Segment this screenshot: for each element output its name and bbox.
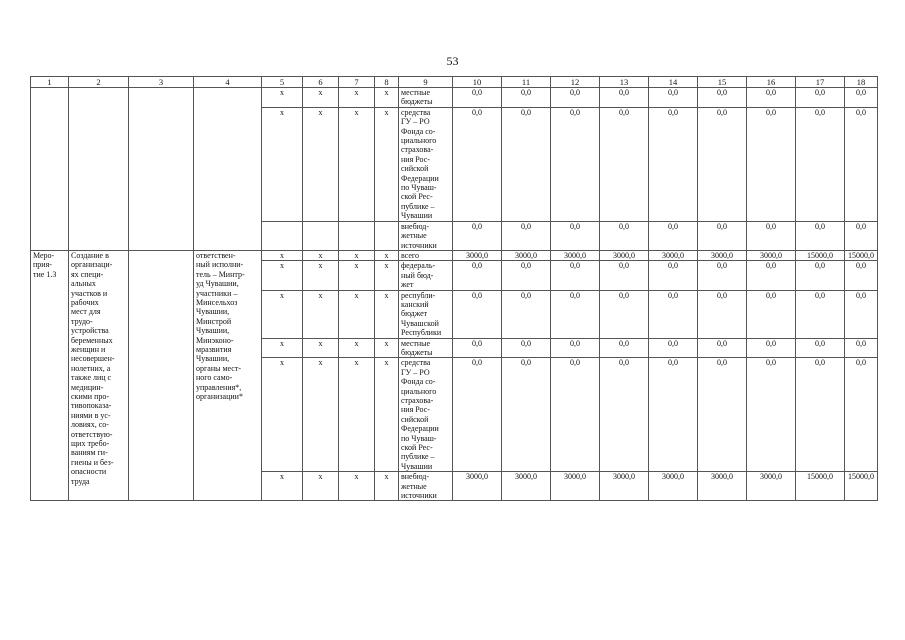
fund-mark: x [339,88,375,108]
fund-mark: x [375,472,399,501]
col-header: 7 [339,77,375,88]
fund-mark [303,221,339,250]
year-value: 0,0 [502,290,551,338]
col-header: 4 [194,77,262,88]
year-value: 0,0 [796,261,845,290]
year-value: 0,0 [551,221,600,250]
year-value: 0,0 [649,290,698,338]
fund-mark: x [375,250,399,260]
year-value: 0,0 [845,290,878,338]
year-value: 0,0 [698,290,747,338]
year-value: 0,0 [551,88,600,108]
fund-mark [339,221,375,250]
year-value: 0,0 [845,358,878,472]
year-value: 0,0 [698,358,747,472]
year-value: 0,0 [698,261,747,290]
year-value: 15000,0 [796,250,845,260]
fund-mark: x [262,261,303,290]
funding-source: республи- канский бюджет Чувашской Республики [399,290,453,338]
fund-mark: x [339,261,375,290]
year-value: 0,0 [502,88,551,108]
year-value: 3000,0 [698,472,747,501]
year-value: 0,0 [845,221,878,250]
fund-mark: x [375,338,399,358]
year-value: 0,0 [649,261,698,290]
continued-col-1 [31,88,69,251]
fund-mark: x [339,107,375,221]
year-value: 0,0 [649,221,698,250]
year-value: 3000,0 [747,250,796,260]
budget-table [30,76,878,501]
year-value: 0,0 [551,338,600,358]
col-header: 5 [262,77,303,88]
page-number: 53 [446,54,459,68]
year-value: 0,0 [600,107,649,221]
fund-mark [262,221,303,250]
fund-mark: x [303,338,339,358]
continued-col-4 [194,88,262,251]
measure-code: Меро- прия- тие 1.3 [31,250,69,501]
year-value: 0,0 [551,261,600,290]
col-header: 3 [129,77,194,88]
year-value: 0,0 [747,290,796,338]
year-value: 0,0 [649,107,698,221]
fund-mark: x [262,290,303,338]
fund-mark: x [262,107,303,221]
year-value: 0,0 [453,338,502,358]
year-value: 0,0 [453,358,502,472]
fund-mark: x [375,88,399,108]
col-header: 12 [551,77,600,88]
year-value: 0,0 [502,221,551,250]
year-value: 0,0 [796,221,845,250]
header-row [31,77,878,88]
col-header: 6 [303,77,339,88]
col-header: 9 [399,77,453,88]
year-value: 0,0 [747,107,796,221]
funding-source: федераль- ный бюд- жет [399,261,453,290]
year-value: 0,0 [747,88,796,108]
fund-mark: x [303,107,339,221]
year-value: 0,0 [649,338,698,358]
year-value: 0,0 [747,261,796,290]
year-value: 3000,0 [551,472,600,501]
year-value: 0,0 [453,221,502,250]
year-value: 0,0 [502,338,551,358]
year-value: 0,0 [698,338,747,358]
year-value: 0,0 [600,290,649,338]
col-header: 1 [31,77,69,88]
col-header: 13 [600,77,649,88]
year-value: 0,0 [796,358,845,472]
year-value: 0,0 [747,338,796,358]
fund-mark: x [262,88,303,108]
year-value: 0,0 [845,261,878,290]
year-value: 0,0 [796,107,845,221]
fund-mark: x [303,261,339,290]
year-value: 3000,0 [747,472,796,501]
fund-mark: x [375,261,399,290]
continued-col-3 [129,88,194,251]
fund-mark: x [339,250,375,260]
year-value: 0,0 [600,88,649,108]
col-header: 18 [845,77,878,88]
year-value: 3000,0 [600,472,649,501]
col-header: 15 [698,77,747,88]
year-value: 0,0 [600,261,649,290]
year-value: 3000,0 [502,250,551,260]
year-value: 0,0 [796,290,845,338]
year-value: 0,0 [649,88,698,108]
table-row [31,250,878,260]
fund-mark: x [303,290,339,338]
fund-mark [375,221,399,250]
year-value: 0,0 [747,221,796,250]
funding-source: внебюд- жетные источники [399,221,453,250]
fund-mark: x [339,358,375,472]
measure-col3 [129,250,194,501]
funding-source: всего [399,250,453,260]
col-header: 8 [375,77,399,88]
fund-mark: x [303,358,339,472]
year-value: 0,0 [453,261,502,290]
col-header: 2 [69,77,129,88]
funding-source: местные бюджеты [399,88,453,108]
year-value: 0,0 [845,88,878,108]
fund-mark: x [375,107,399,221]
year-value: 0,0 [600,358,649,472]
year-value: 0,0 [600,221,649,250]
year-value: 0,0 [502,261,551,290]
fund-mark: x [262,250,303,260]
col-header: 10 [453,77,502,88]
fund-mark: x [339,338,375,358]
year-value: 0,0 [551,107,600,221]
year-value: 0,0 [453,88,502,108]
year-value: 3000,0 [649,472,698,501]
year-value: 15000,0 [796,472,845,501]
table-row [31,88,878,108]
col-header: 14 [649,77,698,88]
fund-mark: x [303,250,339,260]
year-value: 0,0 [845,107,878,221]
fund-mark: x [339,472,375,501]
funding-source: средства ГУ – РО Фонда со- циального страхова- ния Рос- сийской Федерации по Чуваш- ской Рес- публике – Чувашии [399,358,453,472]
continued-col-2 [69,88,129,251]
funding-source: местные бюджеты [399,338,453,358]
year-value: 0,0 [698,221,747,250]
year-value: 0,0 [698,88,747,108]
year-value: 0,0 [796,88,845,108]
year-value: 3000,0 [551,250,600,260]
fund-mark: x [262,338,303,358]
fund-mark: x [303,88,339,108]
year-value: 0,0 [453,107,502,221]
year-value: 0,0 [747,358,796,472]
year-value: 3000,0 [600,250,649,260]
fund-mark: x [339,290,375,338]
year-value: 0,0 [453,290,502,338]
col-header: 11 [502,77,551,88]
fund-mark: x [303,472,339,501]
fund-mark: x [262,358,303,472]
fund-mark: x [375,290,399,338]
year-value: 0,0 [502,107,551,221]
year-value: 0,0 [551,358,600,472]
year-value: 0,0 [600,338,649,358]
funding-source: внебюд- жетные источники [399,472,453,501]
measure-executors: ответствен- ный исполни- тель – Минтр- уд Чувашии, участники – Минсельхоз Чувашии, Минстрой Чувашии, Минэконо- мразвития Чувашии, органы мест- ного само- управления*, организации* [194,250,262,501]
fund-mark: x [375,358,399,472]
year-value: 15000,0 [845,472,878,501]
year-value: 0,0 [796,338,845,358]
year-value: 0,0 [502,358,551,472]
year-value: 15000,0 [845,250,878,260]
col-header: 17 [796,77,845,88]
year-value: 0,0 [845,338,878,358]
year-value: 3000,0 [453,472,502,501]
year-value: 0,0 [551,290,600,338]
measure-title: Создание в организаци- ях специ- альных участков и рабочих мест для трудо- устройства беременных женщин и несовершен- нолетних, а также лиц с медицин- скими про- тивопоказа- ниями в ус- ловиях, со- ответствую- щих требо- ваниям ги- гиены и без- опасности труда [69,250,129,501]
fund-mark: x [262,472,303,501]
year-value: 3000,0 [453,250,502,260]
col-header: 16 [747,77,796,88]
year-value: 3000,0 [649,250,698,260]
year-value: 3000,0 [698,250,747,260]
year-value: 0,0 [649,358,698,472]
funding-source: средства ГУ – РО Фонда со- циального страхова- ния Рос- сийской Федерации по Чуваш- ской Рес- публике – Чувашии [399,107,453,221]
year-value: 3000,0 [502,472,551,501]
year-value: 0,0 [698,107,747,221]
